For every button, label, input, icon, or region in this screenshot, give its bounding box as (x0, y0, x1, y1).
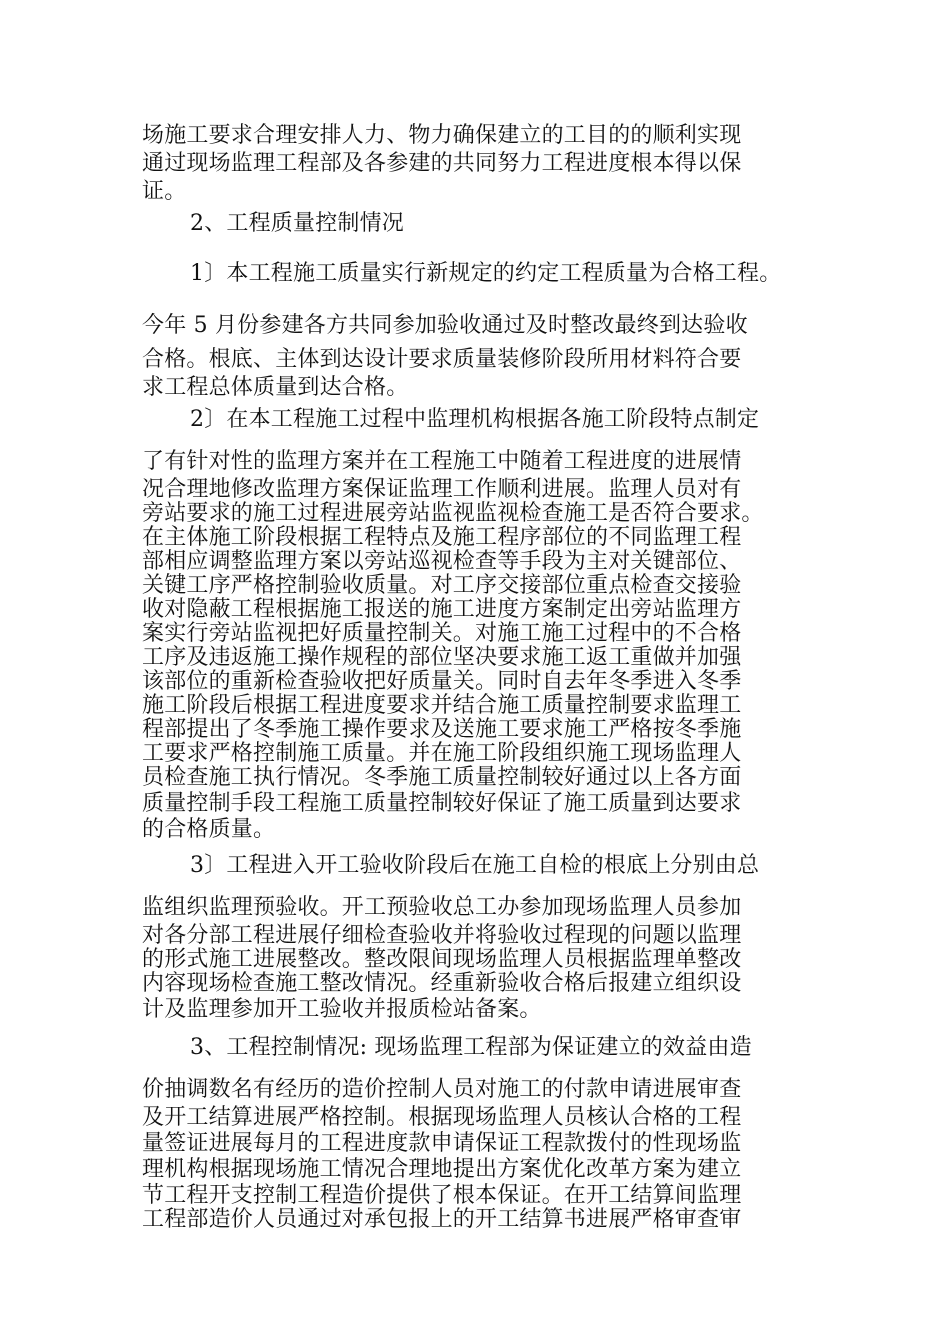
text-line: 在主体施工阶段根据工程特点及施工程序部位的不同监理工程 (142, 525, 742, 550)
text-line: 质量控制手段工程施工质量控制较好保证了施工质量到达要求 (142, 791, 742, 816)
text-line: 的合格质量。 (142, 817, 276, 842)
text-line: 场施工要求合理安排人力、物力确保建立的工目的的顺利实现 (142, 123, 742, 148)
section-heading: 2、工程质量控制情况 (190, 211, 404, 236)
text-line: 价抽调数名有经历的造价控制人员对施工的付款申请进展审查 (142, 1077, 742, 1102)
text-line: 理机构根据现场施工情况合理地提出方案优化改革方案为建立 (142, 1157, 742, 1182)
text-line: 员检查施工执行情况。冬季施工质量控制较好通过以上各方面 (142, 765, 742, 790)
text-line: 收对隐蔽工程根据施工报送的施工进度方案制定出旁站监理方 (142, 597, 742, 622)
text-line: 内容现场检查施工整改情况。经重新验收合格后报建立组织设 (142, 971, 742, 996)
text-line: 量签证进展每月的工程进度款申请保证工程款拨付的性现场监 (142, 1131, 742, 1156)
text-line: 工程部造价人员通过对承包报上的开工结算书进展严格审查审 (142, 1207, 742, 1232)
text-line: 旁站要求的施工过程进展旁站监视监视检查施工是否符合要求。 (142, 501, 764, 526)
text-line: 3〕工程进入开工验收阶段后在施工自检的根底上分别由总 (190, 853, 760, 878)
text-line: 的形式施工进展整改。整改限间现场监理人员根据监理单整改 (142, 947, 742, 972)
text-line: 今年 5 月份参建各方共同参加验收通过及时整改最终到达验收 (142, 313, 748, 338)
text-line: 1〕本工程施工质量实行新规定的约定工程质量为合格工程。 (190, 261, 782, 286)
text-line: 通过现场监理工程部及各参建的共同努力工程进度根本得以保 (142, 151, 742, 176)
text-line: 证。 (142, 179, 187, 204)
text-line: 案实行旁站监视把好质量控制关。对施工施工过程中的不合格 (142, 621, 742, 646)
text-line: 施工阶段后根据工程进度要求并结合施工质量控制要求监理工 (142, 693, 742, 718)
text-line: 工要求严格控制施工质量。并在施工阶段组织施工现场监理人 (142, 741, 742, 766)
text-line: 计及监理参加开工验收并报质检站备案。 (142, 997, 542, 1022)
text-line: 况合理地修改监理方案保证监理工作顺利进展。监理人员对有 (142, 477, 742, 502)
text-line: 工序及违返施工操作规程的部位坚决要求施工返工重做并加强 (142, 645, 742, 670)
text-line: 2〕在本工程施工过程中监理机构根据各施工阶段特点制定 (190, 407, 760, 432)
text-line: 该部位的重新检查验收把好质量关。同时自去年冬季进入冬季 (142, 669, 742, 694)
text-line: 合格。根底、主体到达设计要求质量装修阶段所用材料符合要 (142, 347, 742, 372)
section-heading: 3、工程控制情况: 现场监理工程部为保证建立的效益由造 (190, 1035, 752, 1060)
text-line: 监组织监理预验收。开工预验收总工办参加现场监理人员参加 (142, 895, 742, 920)
text-line: 程部提出了冬季施工操作要求及送施工要求施工严格按冬季施 (142, 717, 742, 742)
text-line: 了有针对性的监理方案并在工程施工中随着工程进度的进展情 (142, 449, 742, 474)
text-line: 关键工序严格控制验收质量。对工序交接部位重点检查交接验 (142, 573, 742, 598)
text-line: 部相应调整监理方案以旁站巡视检查等手段为主对关键部位、 (142, 549, 742, 574)
text-line: 求工程总体质量到达合格。 (142, 375, 409, 400)
text-line: 对各分部工程进展仔细检查验收并将验收过程现的问题以监理 (142, 923, 742, 948)
text-line: 节工程开支控制工程造价提供了根本保证。在开工结算间监理 (142, 1183, 742, 1208)
text-line: 及开工结算进展严格控制。根据现场监理人员核认合格的工程 (142, 1105, 742, 1130)
